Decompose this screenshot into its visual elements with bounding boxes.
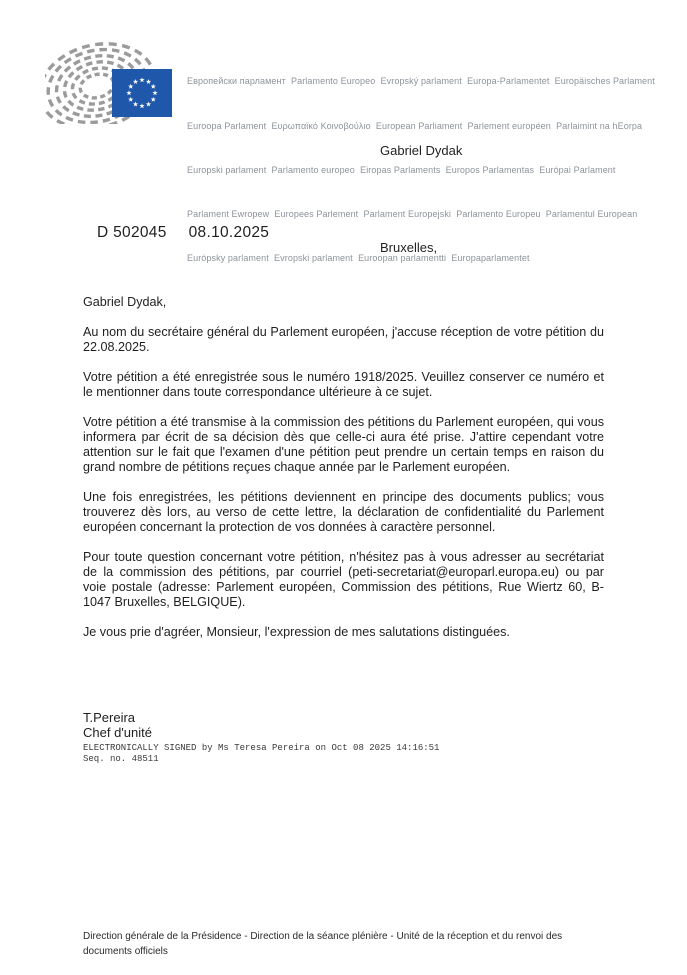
reference-line xyxy=(97,224,269,242)
salutation: Gabriel Dydak, xyxy=(83,295,167,309)
hemicycle-icon xyxy=(45,42,181,124)
eu-flag-icon xyxy=(112,69,172,117)
header-language-line: Parlament Ewropew Europees Parlement Parlament Europejski Parlamento Europeu Parlamentul European xyxy=(187,208,638,219)
sequence-number: Seq. no. 48511 xyxy=(83,754,159,764)
footer-departments: Direction générale de la Présidence - Direction de la séance plénière - Unité de la réception et du renvoi des documents officiels xyxy=(83,931,563,957)
header-language-line: Europski parlament Parlamento europeo Eiropas Parlaments Europos Parlamentas Európai Parlament xyxy=(187,164,616,175)
header-language-line: Европейски парламент Parlamento Europeo Evropský parlament Europa-Parlamentet Europäisches Parlament xyxy=(187,76,655,87)
european-parliament-logo xyxy=(45,42,181,129)
signature-block xyxy=(83,710,439,765)
header-languages xyxy=(187,45,655,295)
header-language-line: Európsky parlament Evropski parlament Euroopan parlamentti Europaparlamentet xyxy=(187,252,530,263)
letter-body xyxy=(83,295,604,655)
body-paragraph: Votre pétition a été transmise à la commission des pétitions du Parlement européen, qui vous informera par écrit de sa décision dès que celle-ci aura été prise. J'attire cependant votre attention sur le fait que l'examen d'une pétition peut prendre un certain temps en raison du grand nombre de pétitions reçues chaque année par le Parlement européen. xyxy=(83,415,604,474)
header-language-line: Euroopa Parlament Ευρωπαϊκό Κοινοβούλιο European Parliament Parlement européen Parlaimint na hEorpa xyxy=(187,120,643,131)
place-line: Bruxelles, xyxy=(380,240,438,255)
addressee-name: Gabriel Dydak xyxy=(380,143,463,158)
signatory-name: T.Pereira xyxy=(83,710,136,725)
body-paragraph: Pour toute question concernant votre pétition, n'hésitez pas à vous adresser au secrétariat de la commission des pétitions, par courriel (peti-secretariat@europarl.europa.eu) ou par voie postale (adresse: Parlement européen, Commission des pétitions, Rue Wiertz 60, B-1047 Bruxelles, BELGIQUE). xyxy=(83,550,604,609)
body-paragraph: Une fois enregistrées, les pétitions deviennent en principe des documents publics; vous trouverez dès lors, au verso de cette lettre, la déclaration de confidentialité du Parlement européen concernant la protection de vos données à caractère personnel. xyxy=(83,490,604,534)
body-paragraph: Votre pétition a été enregistrée sous le numéro 1918/2025. Veuillez conserver ce numéro et le mentionner dans toute correspondance ultérieure à ce sujet. xyxy=(83,370,604,399)
closing-formula: Je vous prie d'agréer, Monsieur, l'expression de mes salutations distinguées. xyxy=(83,625,510,639)
reference-date: 08.10.2025 xyxy=(188,224,270,241)
electronic-signature-line: ELECTRONICALLY SIGNED by Ms Teresa Pereira on Oct 08 2025 14:16:51 xyxy=(83,743,440,753)
reference-number: D 502045 xyxy=(97,224,167,241)
body-paragraph: Au nom du secrétaire général du Parlement européen, j'accuse réception de votre pétition du 22.08.2025. xyxy=(83,325,604,354)
signatory-title: Chef d'unité xyxy=(83,725,152,740)
